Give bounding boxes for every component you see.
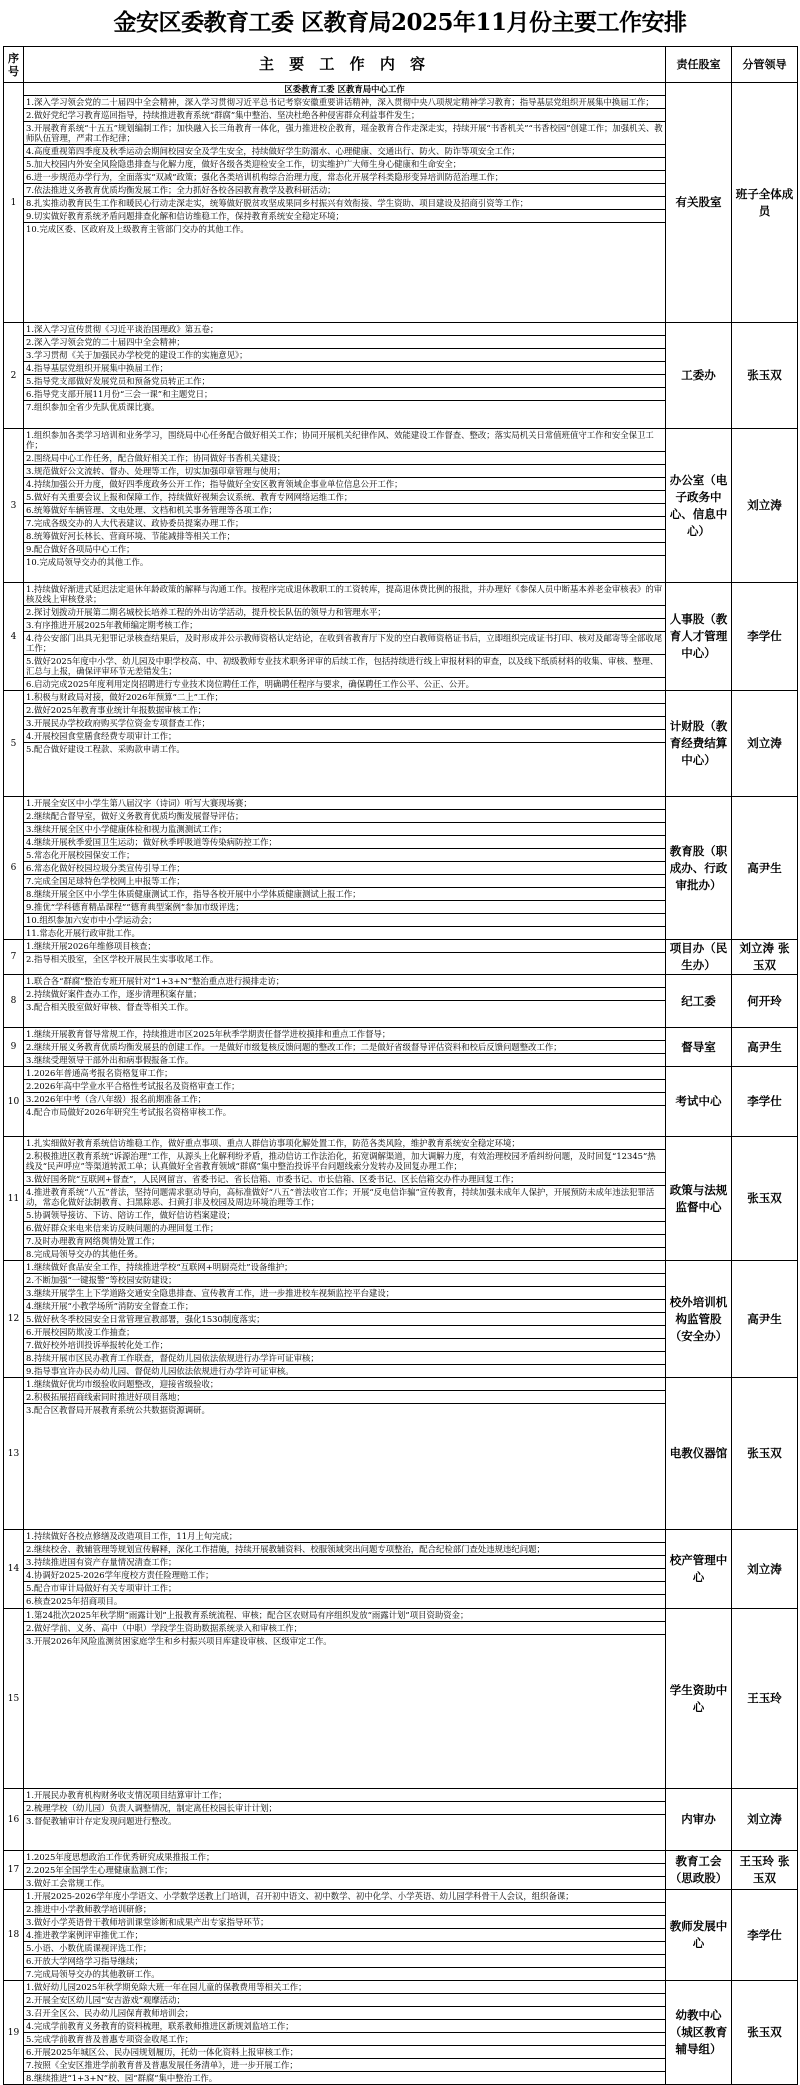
- work-item: 2.持续做好案件查办工作，逐步清理积案存量；: [24, 988, 665, 1001]
- work-item: 1.继续做好食品安全工作，持续推进学校“互联网+明厨亮灶”设备维护；: [24, 1261, 665, 1274]
- supervising-leader: 刘立涛: [732, 429, 798, 583]
- row-number: 19: [4, 1981, 24, 2085]
- responsible-dept: 教育工会（思政股）: [666, 1851, 732, 1890]
- work-item: 4.协调好2025-2026学年度校方责任险理赔工作；: [24, 1569, 665, 1582]
- work-item: 3.开展教育系统“十五五”规划编制工作；加快融入长三角教育一体化，强力推进校企教育，瑶金教育合作走深走实，持续开展“书香机关”“书香校园”创建工作；加强机关、教师队伍管理，严肃工作纪律；: [24, 122, 665, 145]
- table-row: [4, 1789, 798, 1851]
- supervising-leader: 高尹生: [732, 1261, 798, 1378]
- work-item: 1.深入学习领会党的二十届四中全会精神，深入学习贯彻习近平总书记考察安徽重要讲话精神，深入贯彻中央八项规定精神学习教育；指导基层党组织开展集中换届工作；: [24, 96, 665, 109]
- responsible-dept: 督导室: [666, 1028, 732, 1067]
- work-item: 3.督促教辅审计存定发现问题进行整改。: [26, 1816, 177, 1826]
- row-number: 3: [4, 429, 24, 583]
- table-row: [4, 975, 798, 1028]
- work-item: 5.做好2025年度中小学、幼儿园及中职学校高、中、初级教师专业技术职务评审的后续工作，包括持续进行线上审报材料的审查，以及线下纸质材料的收集、审核、整理、汇总与上报，确保评审环节无差错发生；: [24, 655, 665, 678]
- work-item: 6.核查2025年招商项目。: [26, 1596, 123, 1606]
- supervising-leader: 李学仕: [732, 1067, 798, 1137]
- responsible-dept: 工委办: [666, 323, 732, 429]
- work-item: 1.开展2025-2026学年度小学语文、小学数学送教上门培训，召开初中语文、初中数学、初中化学、小学英语、幼儿园学科骨干人会议，组织备课；: [24, 1890, 665, 1903]
- work-item: 8.完成局领导交办的其他任务。: [26, 1249, 143, 1259]
- work-item: 2.继续校舍、教辅管理等规划宣传解释，深化工作措施，持续开展教辅资料、校服领域突出问题专项整治，配合纪检部门查处违规违纪问题；: [24, 1543, 665, 1556]
- work-item: 3.2026年中考（含八年级）报名前期准备工作；: [24, 1093, 665, 1106]
- supervising-leader: 高尹生: [732, 1028, 798, 1067]
- work-item: 5.做好秋冬季校园安全日常管理宣教部署，强化1530制度落实；: [24, 1313, 665, 1326]
- work-item: 9.配合做好各项局中心工作；: [24, 543, 665, 556]
- work-item: 4.高度重视第四季度及秋季运动会期间校园安全及学生安全，持续做好学生防溺水、心理健康、交通出行、防火、防诈等项安全工作；: [24, 145, 665, 158]
- row-number: 6: [4, 797, 24, 940]
- work-item: 1.开展全安区中小学生第八届汉字（诗词）听写大赛现场赛；: [24, 797, 665, 810]
- work-item: 3.持续推进国有资产存量情况清查工作；: [24, 1556, 665, 1569]
- work-item: 10.完成区委、区政府及上级教育主管部门交办的其他工作。: [26, 224, 249, 234]
- work-item: 2.推进中小学教师教学培训研修；: [24, 1903, 665, 1916]
- supervising-leader: 刘立涛: [732, 1789, 798, 1851]
- table-row: [4, 323, 798, 429]
- work-item: 4.配合市局做好2026年研究生考试报名资格审核工作。: [26, 1107, 232, 1117]
- table-row: [4, 1137, 798, 1261]
- supervising-leader: 刘立涛: [732, 1530, 798, 1609]
- supervising-leader: 李学仕: [732, 1890, 798, 1981]
- work-item: 7.及时办理教育网络舆情处置工作；: [24, 1235, 665, 1248]
- row-number: 18: [4, 1890, 24, 1981]
- work-item: 1.2026年普通高考报名资格复审工作；: [24, 1067, 665, 1080]
- responsible-dept: 人事股（教育人才管理中心）: [666, 583, 732, 691]
- work-item: 5.完成学前教育普及普惠专项资金收尾工作；: [24, 2033, 665, 2046]
- work-item: 1.2025年度思想政治工作优秀研究成果推报工作；: [24, 1851, 665, 1864]
- work-item: 1.继续开展2026年维修项目核查；: [24, 940, 665, 953]
- work-item: 8.继续开展全区中小学生体质健康测试工作，指导各校开展中小学体质健康测试上报工作；: [24, 888, 665, 901]
- work-item: 5.指导党支部做好发展党员和预备党员转正工作；: [24, 375, 665, 388]
- table-body: [4, 83, 798, 2085]
- work-items: [24, 1067, 666, 1137]
- table-row: [4, 1530, 798, 1609]
- work-items: [24, 429, 666, 583]
- work-item: 5.小语、小数优质课视评选工作；: [24, 1942, 665, 1955]
- table-header-row: [4, 47, 798, 83]
- row-number: 14: [4, 1530, 24, 1609]
- row-number: 8: [4, 975, 24, 1028]
- header-no: 序号: [4, 47, 24, 83]
- work-item: 3.开展民办学校政府购买学位资金专项督查工作；: [24, 717, 665, 730]
- work-item: 5.配合做好建设工程款、采购款申请工作。: [26, 744, 185, 754]
- work-items: [24, 1890, 666, 1981]
- work-item: 3.做好工会常规工作。: [26, 1878, 110, 1888]
- work-item: 8.持续开展市区民办教育工作联查，督促幼儿园依法依规进行办学许可证审核；: [24, 1352, 665, 1365]
- work-items: [24, 1981, 666, 2085]
- work-items: [24, 1851, 666, 1890]
- work-item: 2.围绕局中心工作任务，配合做好相关工作；协同做好书香机关建设；: [24, 452, 665, 465]
- work-items: [24, 83, 666, 323]
- work-item: 6.做好群众来电来信来访反映问题的办理回复工作；: [24, 1222, 665, 1235]
- work-item: 8.统筹做好河长林长、营商环境、节能减排等相关工作；: [24, 530, 665, 543]
- table-row: [4, 797, 798, 940]
- work-items: [24, 1261, 666, 1378]
- work-item: 9.切实做好教育系统矛盾问题排查化解和信访维稳工作，保持教育系统安全稳定环境；: [24, 210, 665, 223]
- work-item: 2.继续配合督导室，做好义务教育优质均衡发展督导评估；: [24, 810, 665, 823]
- work-item: 3.做好小学英语骨干教师培训课堂诊断和成果产出专家指导环节；: [24, 1916, 665, 1929]
- work-item: 3.做好国务院“互联网+督查”，人民网留言、省委书记、省长信箱、市委书记、市长信箱、区委书记、区长信箱交办件办理回复工作；: [24, 1173, 665, 1186]
- work-items: [24, 940, 666, 975]
- section-subheading: 区委教育工委 区教育局中心工作: [24, 83, 665, 96]
- supervising-leader: 何开玲: [732, 975, 798, 1028]
- work-item: 3.召开全区公、民办幼儿园保育教师培训会；: [24, 2007, 665, 2020]
- work-item: 3.学习贯彻《关于加强民办学校党的建设工作的实施意见》；: [24, 349, 665, 362]
- work-item: 5.协调领导接访、下访、陪访工作，做好信访档案建设；: [24, 1209, 665, 1222]
- table-row: [4, 1028, 798, 1067]
- work-item: 4.继续开展“小教学场所”消防安全督查工作；: [24, 1300, 665, 1313]
- work-item: 3.配合相关股室做好审核、督查等相关工作。: [26, 1002, 194, 1012]
- work-item: 11.常态化开展行政审批工作。: [26, 928, 140, 938]
- row-number: 11: [4, 1137, 24, 1261]
- responsible-dept: 幼教中心（城区教育辅导组）: [666, 1981, 732, 2085]
- responsible-dept: 计财股（教育经费结算中心）: [666, 691, 732, 797]
- work-item: 4.持续加强公开力度，做好四季度政务公开工作；指导做好全安区教育领域企事业单位信息公开工作；: [24, 478, 665, 491]
- work-item: 1.持续做好各校点修缮及改造项目工作，11月上旬完成；: [24, 1530, 665, 1543]
- work-item: 4.推进教学案例评审推优工作；: [24, 1929, 665, 1942]
- work-item: 4.开展校园食堂膳食经费专项审计工作；: [24, 730, 665, 743]
- supervising-leader: 刘立涛 张玉双: [732, 940, 798, 975]
- supervising-leader: 张玉双: [732, 1981, 798, 2085]
- work-item: 5.做好有关重要会议上报和保障工作，持续做好视频会议系统、教育专网网络运维工作；: [24, 491, 665, 504]
- responsible-dept: 电教仪器馆: [666, 1378, 732, 1530]
- work-item: 1.继续做好优均市级验收问题整改，迎接省级验收；: [24, 1378, 665, 1391]
- work-items: [24, 1530, 666, 1609]
- work-items: [24, 1028, 666, 1067]
- supervising-leader: 高尹生: [732, 797, 798, 940]
- work-item: 5.配合市审计局做好有关专项审计工作；: [24, 1582, 665, 1595]
- responsible-dept: 办公室（电子政务中心、信息中心）: [666, 429, 732, 583]
- work-item: 7.按照《全安区推进学前教育普及普惠发展任务清单》，进一步开展工作；: [24, 2059, 665, 2072]
- table-row: [4, 429, 798, 583]
- table-row: [4, 1851, 798, 1890]
- work-item: 3.配合区教督局开展教育系统公共数据资源调研。: [26, 1405, 210, 1415]
- work-item: 3.继续受理领导干部外出和病事假报备工作。: [26, 1055, 194, 1065]
- header-content: 主 要 工 作 内 容: [24, 47, 666, 83]
- work-item: 1.深入学习宣传贯彻《习近平谈治国理政》第五卷；: [24, 323, 665, 336]
- row-number: 1: [4, 83, 24, 323]
- work-item: 2.继续开展义务教育优质均衡发展县的创建工作。一是做好市级复核反馈问题的整改工作；二是做好省级督导评估资料和校后反馈问题整改工作；: [24, 1041, 665, 1054]
- work-item: 3.继续开展全区中小学健康体检和视力监测测试工作；: [24, 823, 665, 836]
- work-item: 1.联合各“群腐”整治专班开展针对“1+3+N”整治重点进行摸排走访；: [24, 975, 665, 988]
- work-items: [24, 1789, 666, 1851]
- work-item: 1.积极与财政局对接，做好2026年预算“二上”工作；: [24, 691, 665, 704]
- work-item: 1.第24批次2025年秋学期“雨露计划”上报教育系统流程、审核；配合区农财局有序组织发放“雨露计划”项目资助资金；: [24, 1609, 665, 1622]
- work-item: 2.指导相关股室，全区学校开展民生实事收尾工作。: [26, 954, 219, 964]
- responsible-dept: 教师发展中心: [666, 1890, 732, 1981]
- work-item: 1.开展民办教育机构财务收支情况项目结算审计工作；: [24, 1789, 665, 1802]
- work-item: 7.依法推进义务教育优质均衡发展工作；全力抓好各校各园教育教学及教科研活动；: [24, 184, 665, 197]
- row-number: 2: [4, 323, 24, 429]
- work-item: 4.完成学前教育义务教育的资料梳理，联系教师推进区新规刘监培工作；: [24, 2020, 665, 2033]
- responsible-dept: 校外培训机构监管股（安全办）: [666, 1261, 732, 1378]
- row-number: 7: [4, 940, 24, 975]
- work-item: 1.扎实细做好教育系统信访维稳工作，做好重点事项、重点人群信访事项化解处置工作，防范各类风险，维护教育系统安全稳定环境；: [24, 1137, 665, 1150]
- responsible-dept: 内审办: [666, 1789, 732, 1851]
- work-schedule-table: [3, 46, 798, 2085]
- work-item: 6.开展2025年城区公、民办园规划履历，托幼一体化资料上报审核工作；: [24, 2046, 665, 2059]
- work-item: 10.组织参加六安市中小学运动会；: [24, 914, 665, 927]
- work-item: 2.积极推进区教育系统“诉源治理”工作，从源头上化解利纷矛盾，推动信访工作法治化，拓宽调解渠道，加大调解力度，有效治理校园矛盾纠纷问题，及时回复“12345”热线及“民声呼应”等渠道转派工单；认真做好全省教育领域“群腐”集中整治投诉平台问题线索分发转办及回复办理工作；: [24, 1150, 665, 1173]
- work-item: 1.做好幼儿园2025年秋学期免除大班一年在园儿童的保教费用等相关工作；: [24, 1981, 665, 1994]
- work-item: 4.继续开展秋季爱国卫生运动；做好秋季呼吸道等传染病防控工作；: [24, 836, 665, 849]
- header-dept: 责任股室: [666, 47, 732, 83]
- row-number: 15: [4, 1609, 24, 1789]
- work-item: 1.持续做好渐进式延迟法定退休年龄政策的解释与沟通工作。按程序完成退休教职工的工资转库，提高退休费比例的报批，并办理好《参保人员中断基本养老金审核表》的审核及线上审核登录；: [24, 583, 665, 606]
- work-item: 2.2025年全国学生心理健康监测工作；: [24, 1864, 665, 1877]
- supervising-leader: 李学仕: [732, 583, 798, 691]
- table-row: [4, 940, 798, 975]
- row-number: 5: [4, 691, 24, 797]
- work-item: 8.继续推进“1+3+N”校、园“群腐”集中整治工作。: [26, 2073, 218, 2083]
- table-row: [4, 1981, 798, 2085]
- work-items: [24, 975, 666, 1028]
- work-items: [24, 323, 666, 429]
- work-items: [24, 583, 666, 691]
- table-row: [4, 1067, 798, 1137]
- work-item: 7.组织参加全省少先队优质课比赛。: [26, 402, 160, 412]
- responsible-dept: 考试中心: [666, 1067, 732, 1137]
- work-item: 5.常态化开展校园保安工作；: [24, 849, 665, 862]
- work-item: 8.扎实推动教育民生工作和暖民心行动走深走实，统筹做好脱贫攻坚成果同乡村振兴有效衔接、学生资助、项目建设及招商引资等工作；: [24, 197, 665, 210]
- work-item: 6.开放大学网络学习指导继续；: [24, 1955, 665, 1968]
- work-item: 6.开展校园防欺凌工作抽查；: [24, 1326, 665, 1339]
- responsible-dept: 项目办（民生办）: [666, 940, 732, 975]
- work-item: 5.加大校园内外安全风险隐患排查与化解力度，做好各级各类迎检安全工作，切实维护广大师生身心健康和生命安全；: [24, 158, 665, 171]
- supervising-leader: 张玉双: [732, 323, 798, 429]
- work-item: 10.完成局领导交办的其他工作。: [26, 557, 149, 567]
- work-item: 4.推进教育系统“八五”普法，坚持问题需求驱动导向，高标准做好“八五”普法收官工作；开展“反电信诈骗”宣传教育，持续加强未成年人保护，开展预防未成年违法犯罪活动，常态化做好法制教育、扫黑除恶、扫黄打非及校园及周边环境治理等工作；: [24, 1186, 665, 1209]
- supervising-leader: 张玉双: [732, 1137, 798, 1261]
- work-item: 4.指导基层党组织开展集中换届工作；: [24, 362, 665, 375]
- work-item: 9.指导事宜许办民办幼儿园、督促幼儿园依法依规进行办学许可证审核。: [26, 1366, 294, 1376]
- work-item: 6.常态化做好校园垃圾分类宣传引导工作；: [24, 862, 665, 875]
- row-number: 16: [4, 1789, 24, 1851]
- work-item: 6.启动完成2025年度利用定岗招聘进行专业技术岗位聘任工作，明确聘任程序与要求，确保聘任工作公平、公正、公开。: [26, 679, 475, 689]
- responsible-dept: 校产管理中心: [666, 1530, 732, 1609]
- work-items: [24, 691, 666, 797]
- work-item: 2.积极拓展招商线索同时推进好项目落地；: [24, 1391, 665, 1404]
- work-items: [24, 1137, 666, 1261]
- work-item: 2.做好2025年教育事业统计年报数据审核工作；: [24, 704, 665, 717]
- row-number: 17: [4, 1851, 24, 1890]
- row-number: 10: [4, 1067, 24, 1137]
- work-item: 2.探讨划拨动开展第二期名城校长培养工程的外出访学活动，提升校长队伍的领导力和管理水平；: [24, 606, 665, 619]
- work-item: 2.梳理学校（幼儿园）负责人调整情况，制定离任校园长审计计划；: [24, 1802, 665, 1815]
- supervising-leader: 班子全体成员: [732, 83, 798, 323]
- work-item: 1.继续开展教育督导常规工作，持续推进市区2025年秋季学期责任督学进校摸排和重点工作督导；: [24, 1028, 665, 1041]
- work-item: 3.开展2026年风险监测贫困家庭学生和乡村振兴项目库建设审核、区级审定工作。: [26, 1636, 332, 1646]
- table-row: [4, 691, 798, 797]
- table-row: [4, 1261, 798, 1378]
- work-item: 6.统筹做好车辆管理、文电处理、文档和机关事务管理等各项工作；: [24, 504, 665, 517]
- responsible-dept: 学生资助中心: [666, 1609, 732, 1789]
- work-items: [24, 1609, 666, 1789]
- work-item: 3.规范做好公文流转、督办、处理等工作，切实加强印章管理与使用；: [24, 465, 665, 478]
- responsible-dept: 教育股（职成办、行政审批办）: [666, 797, 732, 940]
- work-item: 7.完成各级交办的人大代表建议、政协委员提案办理工作；: [24, 517, 665, 530]
- work-items: [24, 797, 666, 940]
- work-item: 7.完成全国足球特色学校网上申报等工作；: [24, 875, 665, 888]
- work-item: 3.继续开展学生上下学道路交通安全隐患排查、宣传教育工作，进一步推进校车视频监控平台建设；: [24, 1287, 665, 1300]
- table-row: [4, 1890, 798, 1981]
- work-item: 6.指导党支部开展11月份“三会一课”和主题党日；: [24, 388, 665, 401]
- row-number: 4: [4, 583, 24, 691]
- table-row: [4, 83, 798, 323]
- work-item: 6.进一步规范办学行为，全面落实“双减”政策；强化各类培训机构综合治理力度，常态化开展学科类隐形变异培训防范治理工作；: [24, 171, 665, 184]
- responsible-dept: 有关股室: [666, 83, 732, 323]
- supervising-leader: 刘立涛: [732, 691, 798, 797]
- supervising-leader: 王玉玲 张玉双: [732, 1851, 798, 1890]
- row-number: 12: [4, 1261, 24, 1378]
- work-item: 3.有序推进开展2025年教师编定期考核工作；: [24, 619, 665, 632]
- table-row: [4, 583, 798, 691]
- work-item: 9.推优“学科德育精品课程”“德育典型案例”参加市级评选；: [24, 901, 665, 914]
- header-leader: 分管领导: [732, 47, 798, 83]
- supervising-leader: 张玉双: [732, 1378, 798, 1530]
- table-row: [4, 1378, 798, 1530]
- work-item: 4.待公安部门出具无犯罪记录核查结果后，及时形成并公示教师资格认定结论，在收到省教育厅下发的空白教师资格证书后，立即组织完成证书打印、核对及邮寄等全部收尾工作；: [24, 632, 665, 655]
- page-title: 金安区委教育工委 区教育局2025年11月份主要工作安排: [113, 9, 687, 36]
- work-item: 2.不断加强“一键报警”等校园安防建设；: [24, 1274, 665, 1287]
- work-item: 7.完成局领导交办的其他教研工作。: [26, 1969, 160, 1979]
- row-number: 9: [4, 1028, 24, 1067]
- responsible-dept: 纪工委: [666, 975, 732, 1028]
- row-number: 13: [4, 1378, 24, 1530]
- responsible-dept: 政策与法规监督中心: [666, 1137, 732, 1261]
- work-item: 2.开展全安区幼儿园“安吉游戏”观摩活动；: [24, 1994, 665, 2007]
- supervising-leader: 王玉玲: [732, 1609, 798, 1789]
- work-item: 2.做好学前、义务、高中（中职）学段学生资助数据系统录入和审核工作；: [24, 1622, 665, 1635]
- work-item: 7.做好校外培训投诉举报转化处工作；: [24, 1339, 665, 1352]
- work-items: [24, 1378, 666, 1530]
- work-item: 2.2026年高中学业水平合格性考试报名及资格审查工作；: [24, 1080, 665, 1093]
- table-row: [4, 1609, 798, 1789]
- work-item: 2.做好党纪学习教育巡回指导，持续推进教育系统“群腐”集中整治、坚决杜绝各种侵害群众利益事件发生；: [24, 109, 665, 122]
- work-item: 2.深入学习领会党的二十届四中全会精神；: [24, 336, 665, 349]
- work-item: 1.组织参加各类学习培训和业务学习，围绕局中心任务配合做好相关工作；协同开展机关纪律作风、效能建设工作督查、整改；落实局机关日常值班值守工作和安全保卫工作；: [24, 429, 665, 452]
